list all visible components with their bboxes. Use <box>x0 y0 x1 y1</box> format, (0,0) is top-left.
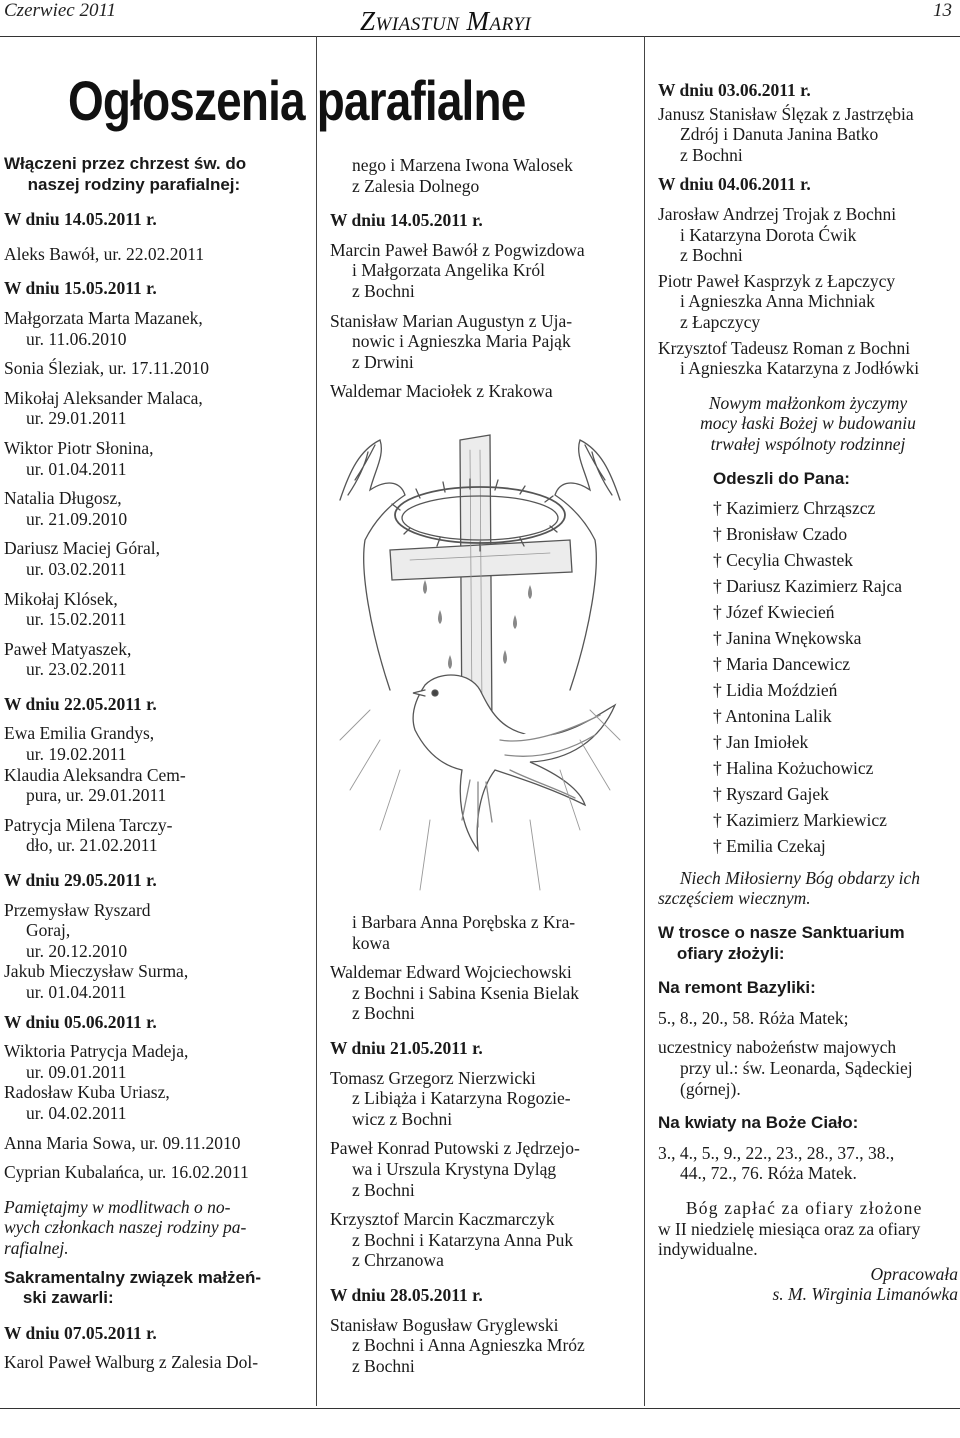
list-item: Waldemar Edward Wojciechowski <box>330 962 572 983</box>
list-item: Jakub Mieczysław Surma, <box>4 961 189 982</box>
deceased-item: † Lidia Moździeń <box>713 679 838 700</box>
flowers-heading: Na kwiaty na Boże Ciało: <box>658 1113 859 1133</box>
deceased-item: † Halina Kożuchowicz <box>713 757 874 778</box>
deceased-item: † Janina Wnękowska <box>713 628 862 649</box>
list-item: ur. 01.04.2011 <box>26 982 127 1002</box>
list-item: Dariusz Maciej Góral, <box>4 538 160 559</box>
list-item: Tomasz Grzegorz Nierzwicki <box>330 1067 536 1088</box>
list-item: ur. 04.02.2011 <box>26 1102 127 1123</box>
list-item: pura, ur. 29.01.2011 <box>26 785 167 806</box>
list-item: Przemysław Ryszard <box>4 899 151 920</box>
list-item: z Bochni i Anna Agnieszka Mróz <box>352 1335 585 1356</box>
list-item: 44., 72., 76. Róża Matek. <box>680 1163 857 1184</box>
list-item: z Bochni <box>352 1003 415 1024</box>
list-item: Piotr Paweł Kasprzyk z Łapczycy <box>658 270 896 291</box>
list-item: Natalia Długosz, <box>4 488 122 509</box>
date-heading: W dniu 29.05.2011 r. <box>4 870 157 891</box>
list-item: Klaudia Aleksandra Cem- <box>4 764 186 785</box>
list-item: nego i Marzena Iwona Walosek <box>352 155 573 175</box>
list-item: Wiktor Piotr Słonina, <box>4 437 154 458</box>
date-heading: W dniu 21.05.2011 r. <box>330 1037 483 1058</box>
list-item: ur. 01.04.2011 <box>26 458 127 479</box>
column-marriages <box>330 155 630 402</box>
magazine-title-first: Zwiastun <box>360 6 460 36</box>
list-item: Mikołaj Aleksander Malaca, <box>4 387 203 408</box>
prepared-by: Opracowała s. M. Wirginia Limanówka <box>772 1263 958 1305</box>
wish-note: Nowym małżonkom życzymy mocy łaski Bożej w budowaniu trwałej wspólnoty rodzinnej <box>700 392 916 454</box>
deceased-item: † Ryszard Gajek <box>713 783 829 804</box>
list-item: Paweł Matyaszek, <box>4 638 132 659</box>
list-item: Stanisław Bogusław Gryglewski <box>330 1314 559 1335</box>
list-item: z Bochni <box>352 280 415 301</box>
deceased-item: † Maria Dancewicz <box>713 654 851 674</box>
list-item: nowic i Agnieszka Maria Pająk <box>352 331 571 352</box>
column-marriages-continued <box>330 912 630 1376</box>
dove-icon <box>413 675 615 850</box>
column-baptisms <box>4 154 300 1373</box>
list-item: Karol Paweł Walburg z Zalesia Dol- <box>4 1352 259 1373</box>
issue-date: Czerwiec 2011 <box>4 0 117 21</box>
list-item: z Bochni i Katarzyna Anna Puk <box>352 1229 574 1250</box>
list-item: ur. 03.02.2011 <box>26 558 127 579</box>
sanctuary-heading: W trosce o nasze Sanktuarium ofiary złożyli: <box>658 923 905 963</box>
list-item: Aleks Bawół, ur. 22.02.2011 <box>4 243 205 264</box>
deceased-item: † Dariusz Kazimierz Rajca <box>713 576 903 597</box>
list-item: Krzysztof Marcin Kaczmarczyk <box>330 1209 555 1230</box>
list-item: dło, ur. 21.02.2011 <box>26 835 158 856</box>
list-item: z Łapczycy <box>680 311 761 332</box>
date-heading: W dniu 04.06.2011 r. <box>658 174 811 195</box>
list-item: ur. 09.01.2011 <box>26 1061 127 1082</box>
date-heading: W dniu 28.05.2011 r. <box>330 1284 483 1305</box>
magazine-title-second: Maryi <box>466 6 532 36</box>
mercy-note: Niech Miłosierny Bóg obdarzy ich szczęściem wiecznym. <box>658 867 920 909</box>
footer-rule <box>0 1408 960 1409</box>
list-item: ur. 19.02.2011 <box>26 744 127 765</box>
column-divider-2 <box>644 36 645 1406</box>
list-item: i Agnieszka Anna Michniak <box>680 291 875 312</box>
list-item: Mikołaj Klósek, <box>4 588 118 609</box>
magazine-title <box>360 6 531 37</box>
list-item: ur. 21.09.2010 <box>26 508 128 529</box>
list-item: z Bochni <box>352 1179 415 1200</box>
date-heading: W dniu 14.05.2011 r. <box>4 209 157 230</box>
list-item: 3., 4., 5., 9., 22., 23., 28., 37., 38., <box>658 1142 895 1163</box>
cross-icon <box>390 435 572 735</box>
list-item: Zdrój i Danuta Janina Batko <box>680 124 879 145</box>
list-item: Wiktoria Patrycja Madeja, <box>4 1041 189 1062</box>
list-item: 5., 8., 20., 58. Róża Matek; <box>658 1007 849 1028</box>
list-item: z Bochni <box>680 144 743 165</box>
list-item: (górnej). <box>680 1078 741 1099</box>
date-heading: W dniu 15.05.2011 r. <box>4 278 157 299</box>
list-item: ur. 20.12.2010 <box>26 940 128 961</box>
date-heading: W dniu 03.06.2011 r. <box>658 80 811 100</box>
list-item: Marcin Paweł Bawół z Pogwizdowa <box>330 239 585 260</box>
list-item: kowa <box>352 932 390 953</box>
thanks-note: indywidualne. <box>658 1239 758 1260</box>
list-item: z Chrzanowa <box>352 1250 444 1271</box>
list-item: Paweł Konrad Putowski z Jędrzejo- <box>330 1138 580 1159</box>
list-item: z Drwini <box>352 351 414 372</box>
list-item: przy ul.: św. Leonarda, Sądeckiej <box>680 1058 913 1079</box>
list-item: z Zalesia Dolnego <box>352 175 480 196</box>
deceased-item: † Kazimierz Chrząszcz <box>713 498 876 519</box>
page-number: 13 <box>933 0 952 21</box>
list-item: Ewa Emilia Grandys, <box>4 723 155 744</box>
list-item: wicz z Bochni <box>352 1108 453 1129</box>
list-item: z Bochni i Sabina Ksenia Bielak <box>352 982 579 1003</box>
list-item: Sonia Śleziak, ur. 17.11.2010 <box>4 358 209 379</box>
header-rule <box>0 36 960 37</box>
basilica-heading: Na remont Bazyliki: <box>658 978 816 998</box>
deceased-item: † Cecylia Chwastek <box>713 550 853 571</box>
date-heading: W dniu 14.05.2011 r. <box>330 210 483 231</box>
deceased-item: † Kazimierz Markiewicz <box>713 809 887 830</box>
list-item: Waldemar Maciołek z Krakowa <box>330 381 553 402</box>
baptism-heading: Włączeni przez chrzest św. do naszej rodziny parafialnej: <box>4 154 247 194</box>
list-item: Krzysztof Tadeusz Roman z Bochni <box>658 337 911 358</box>
date-heading: W dniu 22.05.2011 r. <box>4 693 157 714</box>
page-title: Ogłoszenia parafialne <box>68 69 526 132</box>
list-item: Cyprian Kubalańca, ur. 16.02.2011 <box>4 1162 249 1183</box>
deceased-item: † Józef Kwiecień <box>713 602 835 623</box>
date-heading: W dniu 07.05.2011 r. <box>4 1322 157 1343</box>
list-item: Jarosław Andrzej Trojak z Bochni <box>658 203 897 224</box>
deceased-list <box>658 498 958 856</box>
list-item: Stanisław Marian Augustyn z Uja- <box>330 310 573 331</box>
thanks-note: Bóg zapłać za ofiary złożone <box>685 1198 923 1218</box>
list-item: uczestnicy nabożeństw majowych <box>658 1037 897 1058</box>
list-item: z Libiąża i Katarzyna Rogozie- <box>352 1088 571 1109</box>
list-item: Janusz Stanisław Ślęzak z Jastrzębia <box>658 103 914 124</box>
deceased-heading: Odeszli do Pana: <box>713 468 850 488</box>
marriage-heading: Sakramentalny związek małżeń- ski zawarli: <box>4 1267 262 1308</box>
cross-dove-illustration <box>330 410 630 905</box>
prayer-note: Pamiętajmy w modlitwach o no- wych członkach naszej rodziny pa- rafialnej. <box>4 1196 247 1258</box>
list-item: Anna Maria Sowa, ur. 09.11.2010 <box>4 1132 241 1153</box>
list-item: ur. 15.02.2011 <box>26 609 127 630</box>
list-item: Goraj, <box>26 920 71 941</box>
deceased-item: † Antonina Lalik <box>713 705 832 726</box>
column-divider-1 <box>316 36 317 1406</box>
list-item: wa i Urszula Krystyna Dyląg <box>352 1158 557 1179</box>
deceased-item: † Bronisław Czado <box>713 524 848 545</box>
list-item: ur. 29.01.2011 <box>26 408 127 429</box>
list-item: Małgorzata Marta Mazanek, <box>4 307 203 328</box>
column-right <box>658 80 958 1305</box>
list-item: i Małgorzata Angelika Król <box>352 260 545 281</box>
list-item: Patrycja Milena Tarczy- <box>4 814 173 835</box>
list-item: z Bochni <box>352 1355 415 1376</box>
thanks-note: w II niedzielę miesiąca oraz za ofiary <box>658 1218 921 1239</box>
deceased-item: † Emilia Czekaj <box>713 835 826 856</box>
list-item: ur. 11.06.2010 <box>26 328 127 349</box>
deceased-item: † Jan Imiołek <box>713 731 809 752</box>
list-item: ur. 23.02.2011 <box>26 659 127 680</box>
list-item: i Agnieszka Katarzyna z Jodłówki <box>680 358 920 379</box>
list-item: i Katarzyna Dorota Ćwik <box>680 224 857 245</box>
date-heading: W dniu 05.06.2011 r. <box>4 1011 157 1032</box>
list-item: Radosław Kuba Uriasz, <box>4 1082 170 1103</box>
list-item: z Bochni <box>680 245 743 266</box>
list-item: i Barbara Anna Porębska z Kra- <box>352 912 576 932</box>
